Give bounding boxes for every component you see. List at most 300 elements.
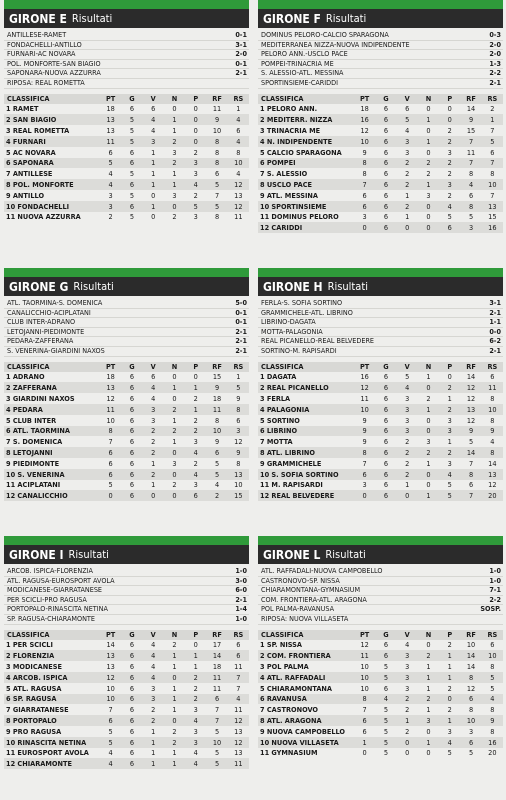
stat-cell: 6 xyxy=(383,480,389,490)
stat-cell: 8 xyxy=(206,136,227,147)
standings-row xyxy=(4,147,249,158)
standings-row xyxy=(258,726,503,737)
column-header: RS xyxy=(482,94,503,104)
stat-cell: 2 xyxy=(418,694,439,705)
stat-cell: 2 xyxy=(108,212,113,222)
standings-row xyxy=(258,458,503,469)
stat-cell: 4 xyxy=(143,114,164,125)
result-row xyxy=(258,299,503,309)
stat-cell: 4 xyxy=(185,715,206,726)
stat-cell: 1 xyxy=(405,480,410,490)
stat-cell: 18 xyxy=(106,372,115,382)
result-row xyxy=(4,31,249,41)
column-header: V xyxy=(397,94,418,104)
stat-cell: 13 xyxy=(234,748,243,758)
team-name: 3 POL PALMA xyxy=(260,662,309,672)
stat-cell: 14 xyxy=(466,662,476,672)
stat-cell: 6 xyxy=(375,158,396,169)
standings-row xyxy=(4,190,249,201)
stat-cell: 1 xyxy=(151,147,156,157)
stat-cell: 0 xyxy=(164,447,185,458)
stat-cell: 7 xyxy=(108,705,113,715)
match-score: 1-0 xyxy=(489,567,501,575)
stat-cell: 6 xyxy=(206,447,227,458)
match-name: ATL. RAGUSA-EUROSPORT AVOLA xyxy=(7,576,115,585)
stat-cell: 10 xyxy=(206,426,227,437)
girone-section xyxy=(4,536,249,769)
standings-row xyxy=(4,382,249,393)
standings-row xyxy=(4,179,249,190)
match-score: 2-2 xyxy=(489,595,501,604)
column-header: RS xyxy=(228,94,249,104)
result-row xyxy=(258,567,503,577)
match-score: 0-1 xyxy=(235,59,247,68)
stat-cell: 6 xyxy=(129,662,135,672)
stat-cell: 6 xyxy=(108,458,113,468)
result-row xyxy=(4,41,249,51)
match-name: MEDITERRANEA NIZZA-NUOVA INDIPENDENTE xyxy=(261,40,410,49)
stat-cell: 1 xyxy=(426,458,431,468)
stat-cell: 6 xyxy=(100,469,121,480)
stat-cell: 6 xyxy=(121,382,142,393)
match-name: RIPOSA: REAL ROMETTA xyxy=(7,78,85,87)
match-name: SP. RAGUSA-CHIARAMONTE xyxy=(7,614,95,623)
stat-cell: 6 xyxy=(468,190,474,200)
stat-cell: 1 xyxy=(151,458,156,468)
stat-cell: 2 xyxy=(193,458,198,468)
stat-cell: 2 xyxy=(490,104,495,114)
stat-cell: 6 xyxy=(490,147,495,157)
stat-cell: 8 xyxy=(236,458,241,468)
team-name: 10 S. SOFIA SORTINO xyxy=(258,469,354,480)
results-label: Risultati xyxy=(68,548,109,561)
stat-cell: 1 xyxy=(418,136,439,147)
stat-cell: 4 xyxy=(236,169,241,179)
column-header: PT xyxy=(100,362,121,372)
standings-row xyxy=(258,136,503,147)
stat-cell: 1 xyxy=(143,158,164,169)
column-header: RF xyxy=(206,362,227,372)
stat-cell: 12 xyxy=(466,394,476,404)
stat-cell: 12 xyxy=(228,201,249,212)
column-header: CLASSIFICA xyxy=(258,630,354,640)
stat-cell: 1 xyxy=(172,662,177,672)
stat-cell: 0 xyxy=(426,748,431,758)
team-name: 8 ATL. ARAGONA xyxy=(258,715,354,726)
stat-cell: 7 xyxy=(354,179,375,190)
match-name: SORTINO-M. RAPISARDI xyxy=(261,346,337,355)
stat-cell: 12 xyxy=(228,179,249,190)
results-label: Risultati xyxy=(327,280,368,293)
standings-row xyxy=(4,458,249,469)
stat-cell: 3 xyxy=(460,222,481,233)
stat-cell: 13 xyxy=(460,404,481,415)
standings-row xyxy=(258,661,503,672)
stat-cell: 0 xyxy=(397,490,418,501)
stat-cell: 6 xyxy=(375,404,396,415)
stat-cell: 2 xyxy=(397,447,418,458)
girone-header xyxy=(258,9,503,28)
stat-cell: 11 xyxy=(206,672,227,683)
stat-cell: 5 xyxy=(100,737,121,748)
stat-cell: 4 xyxy=(100,179,121,190)
stat-cell: 0 xyxy=(426,212,431,222)
match-score: 2-2 xyxy=(489,69,501,78)
stat-cell: 8 xyxy=(490,662,495,672)
stat-cell: 6 xyxy=(383,394,389,404)
stat-cell: 8 xyxy=(482,447,503,458)
stat-cell: 6 xyxy=(236,415,241,425)
stat-cell: 7 xyxy=(490,190,495,200)
match-score: 2-1 xyxy=(489,78,501,87)
team-name: 11 NUOVA AZZURRA xyxy=(6,212,81,222)
standings-table xyxy=(258,630,503,759)
result-row xyxy=(258,596,503,606)
stat-cell: 3 xyxy=(397,404,418,415)
stat-cell: 2 xyxy=(206,490,227,501)
stat-cell: 1 xyxy=(426,662,431,672)
stat-cell: 6 xyxy=(375,650,396,661)
stat-cell: 7 xyxy=(362,705,367,715)
team-name: 4 PEDARA xyxy=(4,404,100,415)
girone-title: GIRONE L xyxy=(263,547,321,562)
stat-cell: 10 xyxy=(482,179,503,190)
stat-cell: 20 xyxy=(488,748,497,758)
stat-cell: 10 xyxy=(234,480,243,490)
result-row xyxy=(4,299,249,309)
match-name: FERLA-S. SOFIA SORTINO xyxy=(261,299,343,307)
stat-cell: 4 xyxy=(405,640,410,650)
column-header: RS xyxy=(482,630,503,640)
stat-cell: 2 xyxy=(397,469,418,480)
match-name: S. VENERINA-GIARDINI NAXOS xyxy=(7,346,105,355)
column-header: V xyxy=(143,94,164,104)
match-score: 0-1 xyxy=(235,31,247,39)
stat-cell: 14 xyxy=(206,650,227,661)
stat-cell: 8 xyxy=(354,447,375,458)
girone-header xyxy=(4,277,249,296)
standings-row xyxy=(258,490,503,501)
result-row xyxy=(4,60,249,70)
stat-cell: 6 xyxy=(375,447,396,458)
team-name: 3 REAL ROMETTA xyxy=(6,126,70,136)
stat-cell: 3 xyxy=(397,426,418,437)
result-row xyxy=(258,347,503,357)
standings-row xyxy=(4,114,249,125)
stat-cell: 0 xyxy=(426,415,431,425)
stat-cell: 6 xyxy=(383,415,389,425)
match-score: 2-0 xyxy=(489,40,501,49)
standings-row xyxy=(258,694,503,705)
stat-cell: 2 xyxy=(418,447,439,458)
green-accent-bar xyxy=(4,268,249,277)
stat-cell: 1 xyxy=(193,662,198,672)
team-name: 4 ATL. RAFFADALI xyxy=(258,672,354,683)
standings-row xyxy=(4,447,249,458)
stat-cell: 6 xyxy=(121,426,142,437)
match-name: ANTILLESE-RAMET xyxy=(7,31,67,39)
result-row xyxy=(258,605,503,615)
result-row xyxy=(4,318,249,328)
standings-row xyxy=(4,758,249,769)
match-name: PEDARA-ZAFFERANA xyxy=(7,337,74,346)
stat-cell: 2 xyxy=(447,640,452,650)
stat-cell: 3 xyxy=(228,426,249,437)
team-name: 1 SP. NISSA xyxy=(260,640,302,650)
stat-cell: 3 xyxy=(362,480,367,490)
standings-row xyxy=(258,372,503,383)
stat-cell: 1 xyxy=(151,748,156,758)
stat-cell: 1 xyxy=(439,672,460,683)
girone-header xyxy=(258,277,503,296)
column-header: RS xyxy=(482,362,503,372)
team-name: 10 S. VENERINA xyxy=(4,469,100,480)
result-row xyxy=(258,318,503,328)
stat-cell: 2 xyxy=(397,201,418,212)
stat-cell: 18 xyxy=(212,662,222,672)
team-name: 12 CHIARAMONTE xyxy=(4,758,100,769)
stat-cell: 5 xyxy=(214,458,220,468)
team-name: 5 CHIARAMONTANA xyxy=(260,683,332,693)
match-score: 2-1 xyxy=(235,595,247,604)
standings-row xyxy=(4,136,249,147)
result-row xyxy=(258,50,503,60)
column-header: G xyxy=(375,94,396,104)
stat-cell: 6 xyxy=(362,190,367,200)
column-header: P xyxy=(185,362,206,372)
stat-cell: 5 xyxy=(375,737,396,748)
standings-row xyxy=(4,404,249,415)
standings-row xyxy=(258,168,503,179)
stat-cell: 1 xyxy=(164,650,185,661)
stat-cell: 14 xyxy=(466,372,476,382)
standings-row xyxy=(4,748,249,759)
stat-cell: 3 xyxy=(439,179,460,190)
stat-cell: 6 xyxy=(375,136,396,147)
stat-cell: 3 xyxy=(397,650,418,661)
stat-cell: 6 xyxy=(383,169,389,179)
stat-cell: 11 xyxy=(360,394,369,404)
stat-cell: 13 xyxy=(100,114,121,125)
team-name: 11 ACIPLATANI xyxy=(6,480,61,490)
stat-cell: 12 xyxy=(360,126,369,136)
team-name: 6 SAPONARA xyxy=(4,158,100,169)
team-name: 3 MODICANESE xyxy=(6,662,62,672)
team-name: 5 SORTINO xyxy=(260,415,300,425)
standings-row xyxy=(4,640,249,651)
stat-cell: 6 xyxy=(121,715,142,726)
team-name: 6 LIBRINO xyxy=(258,426,354,437)
stat-cell: 11 xyxy=(234,212,243,222)
stat-cell: 4 xyxy=(151,394,156,404)
results-list xyxy=(4,296,249,359)
stat-cell: 6 xyxy=(100,447,121,458)
match-score: 1-0 xyxy=(235,614,247,623)
stat-cell: 5 xyxy=(108,480,113,490)
girone-section xyxy=(4,268,249,501)
team-name: 1 PELORO ANN. xyxy=(260,104,318,114)
team-name: 8 POL. MONFORTE xyxy=(4,179,100,190)
standings-row xyxy=(4,715,249,726)
girone-section xyxy=(4,0,249,222)
stat-cell: 15 xyxy=(212,372,222,382)
standings-header-row xyxy=(4,362,249,372)
stat-cell: 8 xyxy=(490,415,495,425)
stat-cell: 1 xyxy=(418,672,439,683)
stat-cell: 12 xyxy=(106,394,115,404)
stat-cell: 1 xyxy=(164,382,185,393)
stat-cell: 2 xyxy=(439,382,460,393)
stat-cell: 3 xyxy=(172,458,177,468)
stat-cell: 1 xyxy=(405,212,410,222)
standings-row xyxy=(258,179,503,190)
stat-cell: 4 xyxy=(482,694,503,705)
stat-cell: 5 xyxy=(185,201,206,212)
team-name: 8 ATL. LIBRINO xyxy=(258,447,354,458)
match-score: 1-4 xyxy=(235,605,247,614)
stat-cell: 11 xyxy=(100,136,121,147)
stat-cell: 5 xyxy=(447,748,452,758)
stat-cell: 3 xyxy=(405,662,410,672)
team-name: 12 CARIDDI xyxy=(258,222,354,233)
match-name: MODICANESE-GIARRATANESE xyxy=(7,586,103,595)
match-score: 2-0 xyxy=(235,50,247,59)
stat-cell: 1 xyxy=(172,748,177,758)
column-header: RF xyxy=(460,362,481,372)
standings-row xyxy=(4,125,249,136)
stat-cell: 5 xyxy=(121,136,142,147)
stat-cell: 6 xyxy=(129,104,135,114)
stat-cell: 6 xyxy=(375,222,396,233)
match-score: 1-1 xyxy=(489,318,501,327)
stat-cell: 0 xyxy=(439,694,460,705)
stat-cell: 2 xyxy=(164,404,185,415)
stat-cell: 2 xyxy=(193,683,198,693)
standings-header-row xyxy=(4,630,249,640)
stat-cell: 3 xyxy=(151,683,156,693)
stat-cell: 5 xyxy=(129,190,135,200)
result-row xyxy=(4,328,249,338)
column-header: CLASSIFICA xyxy=(258,362,354,372)
stat-cell: 5 xyxy=(468,212,474,222)
stat-cell: 2 xyxy=(418,158,439,169)
stat-cell: 3 xyxy=(185,737,206,748)
stat-cell: 0 xyxy=(193,104,198,114)
stat-cell: 2 xyxy=(447,126,452,136)
stat-cell: 7 xyxy=(490,126,495,136)
stat-cell: 0 xyxy=(426,147,431,157)
girone-title: GIRONE I xyxy=(9,547,64,562)
stat-cell: 6 xyxy=(354,715,375,726)
column-header: PT xyxy=(100,94,121,104)
stat-cell: 5 xyxy=(447,212,452,222)
stat-cell: 1 xyxy=(405,190,410,200)
stat-cell: 5 xyxy=(129,212,135,222)
results-list xyxy=(4,28,249,91)
standings-row xyxy=(4,650,249,661)
green-accent-bar xyxy=(258,268,503,277)
stat-cell: 6 xyxy=(121,737,142,748)
result-row xyxy=(4,337,249,347)
team-name: 11 M. RAPISARDI xyxy=(260,480,323,490)
match-score: 5-0 xyxy=(235,299,247,307)
standings-row xyxy=(258,158,503,169)
stat-cell: 0 xyxy=(418,382,439,393)
stat-cell: 9 xyxy=(460,114,481,125)
stat-cell: 6 xyxy=(121,650,142,661)
match-name: ATL. TAORMINA-S. DOMENICA xyxy=(7,299,103,307)
stat-cell: 6 xyxy=(121,179,142,190)
standings-row xyxy=(258,190,503,201)
column-header: CLASSIFICA xyxy=(258,94,354,104)
stat-cell: 6 xyxy=(383,683,389,693)
standings-row xyxy=(258,447,503,458)
stat-cell: 2 xyxy=(405,169,410,179)
stat-cell: 4 xyxy=(185,447,206,458)
stat-cell: 5 xyxy=(206,201,227,212)
stat-cell: 14 xyxy=(460,447,481,458)
stat-cell: 12 xyxy=(228,715,249,726)
stat-cell: 16 xyxy=(482,737,503,748)
standings-row xyxy=(258,480,503,491)
stat-cell: 8 xyxy=(206,158,227,169)
stat-cell: 9 xyxy=(214,437,220,447)
stat-cell: 4 xyxy=(143,382,164,393)
match-name: SPORTINSIEME-CARIDDI xyxy=(261,78,339,87)
column-header: P xyxy=(185,630,206,640)
stat-cell: 8 xyxy=(214,147,220,157)
match-name: ARCOB. ISPICA-FLORENZIA xyxy=(7,567,93,575)
stat-cell: 10 xyxy=(466,640,476,650)
results-list xyxy=(258,564,503,627)
stat-cell: 9 xyxy=(206,382,227,393)
stat-cell: 9 xyxy=(482,426,503,437)
team-name: 1 DAGATA xyxy=(260,372,297,382)
standings-row xyxy=(258,640,503,651)
stat-cell: 2 xyxy=(172,480,177,490)
results-label: Risultati xyxy=(73,280,114,293)
stat-cell: 8 xyxy=(362,169,367,179)
stat-cell: 6 xyxy=(151,104,156,114)
standings-row xyxy=(4,104,249,115)
stat-cell: 6 xyxy=(214,169,220,179)
match-score: 0-0 xyxy=(489,327,501,336)
standings-header-row xyxy=(258,94,503,104)
team-name: 9 PRO RAGUSA xyxy=(6,726,62,736)
stat-cell: 1 xyxy=(151,726,156,736)
stat-cell: 13 xyxy=(482,201,503,212)
stat-cell: 2 xyxy=(172,640,177,650)
standings-table xyxy=(4,94,249,223)
results-label: Risultati xyxy=(71,12,113,25)
stat-cell: 10 xyxy=(360,683,369,693)
stat-cell: 4 xyxy=(185,179,206,190)
column-header: CLASSIFICA xyxy=(4,94,100,104)
stat-cell: 2 xyxy=(172,726,177,736)
standings-row xyxy=(4,436,249,447)
standings-header-row xyxy=(258,362,503,372)
result-row xyxy=(258,577,503,587)
standings-row xyxy=(4,490,249,501)
stat-cell: 2 xyxy=(447,169,452,179)
team-name: 11 DOMINUS PELORO xyxy=(260,212,339,222)
stat-cell: 1 xyxy=(172,683,177,693)
standings-row xyxy=(258,672,503,683)
stat-cell: 8 xyxy=(460,672,481,683)
stat-cell: 6 xyxy=(129,480,135,490)
stat-cell: 4 xyxy=(439,469,460,480)
standings-row xyxy=(258,201,503,212)
